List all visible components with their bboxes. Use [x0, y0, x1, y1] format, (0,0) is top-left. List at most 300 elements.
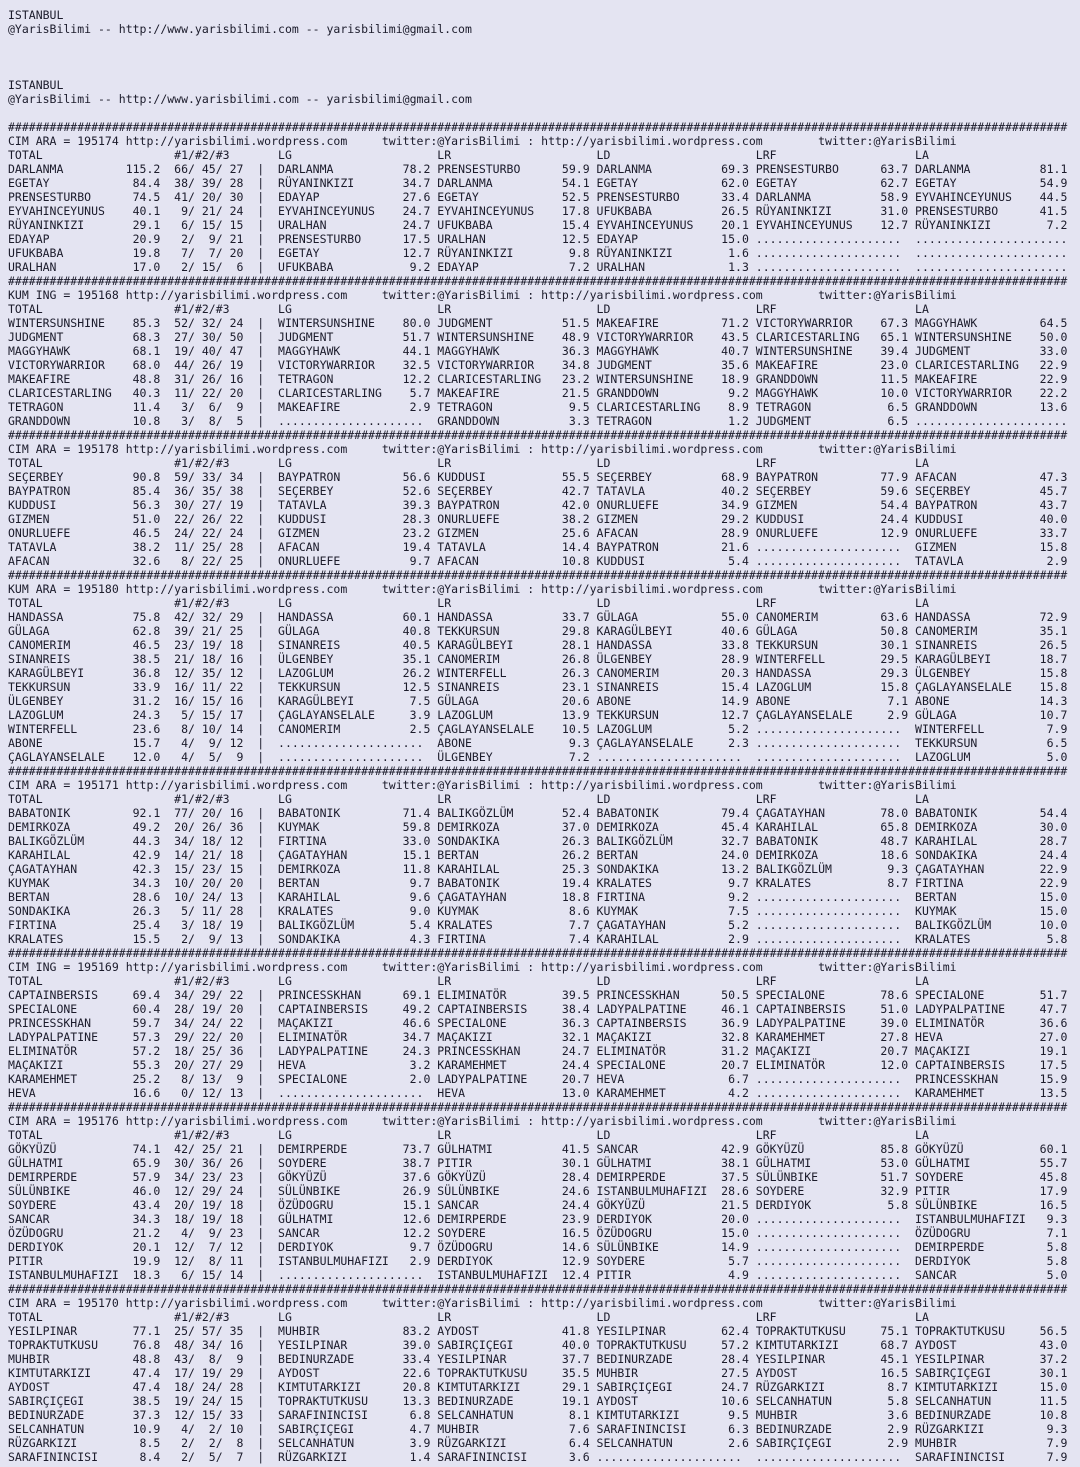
horse-name: HANDASSA [915, 610, 1033, 624]
wordpress-link: http://yarisbilimi.wordpress.com [541, 288, 763, 302]
stat-value: 26.3 [555, 666, 597, 680]
column-divider: | [243, 232, 279, 246]
stat-value: 36.3 [555, 344, 597, 358]
horse-name: ÖZÜDOGRU [915, 1226, 1033, 1240]
stat-value: 2.9 [395, 1254, 438, 1268]
column-header: LD [596, 148, 756, 162]
stat-value: 28.4 [714, 1352, 756, 1366]
horse-name: DARLANMA [437, 176, 555, 190]
race-label: CIM ARA = 195171 [8, 778, 126, 792]
stat-value: 39.5 [555, 988, 597, 1002]
horse-name: BEDINURZADE [8, 1408, 119, 1422]
horse-name: VICTORYWARRIOR [8, 358, 119, 372]
section-separator: ######################################################################################################################################################### [8, 1100, 1068, 1114]
horse-name: CANOMERIM [437, 652, 555, 666]
link-colon: : [520, 1114, 542, 1128]
stat-value: 15.4 [714, 680, 756, 694]
stat-value: 16.5 [1032, 1198, 1068, 1212]
twitter-handle: twitter:@YarisBilimi [762, 960, 957, 974]
stat-value: 3.6 [555, 1450, 597, 1464]
total-value: 38.2 [118, 540, 161, 554]
place-counts: 23/ 19/ 18 [160, 638, 244, 652]
total-value: 25.2 [118, 1072, 161, 1086]
column-header: LA [915, 1310, 929, 1324]
total-value: 46.5 [118, 638, 161, 652]
horse-name: URALHAN [596, 260, 715, 274]
stat-value: 12.7 [714, 708, 756, 722]
horse-name: ELIMINATÖR [278, 1030, 396, 1044]
horse-name: SARAFININCISI [915, 1450, 1033, 1464]
stat-value: 69.1 [395, 988, 438, 1002]
stats-row [8, 1394, 1072, 1408]
dotted-placeholder: ..................... [278, 1086, 438, 1100]
column-header: LA [915, 456, 929, 470]
stats-row [8, 1436, 1072, 1450]
section-title [8, 960, 1072, 974]
stat-value: 24.4 [555, 1058, 597, 1072]
horse-name: ÜLGENBEY [915, 666, 1033, 680]
stat-value: 29.8 [555, 624, 597, 638]
column-divider: | [243, 204, 279, 218]
horse-name: MAGGYHAWK [8, 344, 119, 358]
total-value: 34.3 [118, 876, 161, 890]
stats-row [8, 498, 1072, 512]
horse-name: SARAFININCISI [596, 1422, 715, 1436]
place-counts: 3/ 6/ 9 [160, 400, 244, 414]
stat-value: 15.8 [873, 680, 916, 694]
total-value: 59.7 [118, 1016, 161, 1030]
stats-row [8, 260, 1072, 274]
wordpress-link: http://yarisbilimi.wordpress.com [125, 1114, 348, 1128]
horse-name: ONURLUEFE [755, 526, 874, 540]
horse-name: KARAHILAL [755, 820, 874, 834]
horse-name: KIMTUTARKIZI [596, 1408, 715, 1422]
column-header: LRF [755, 974, 916, 988]
stats-row [8, 372, 1072, 386]
race-sections [8, 120, 1072, 1464]
horse-name: PRINCESSKHAN [8, 1016, 119, 1030]
horse-name: TATAVLA [8, 540, 119, 554]
column-header: TOTAL [8, 792, 175, 806]
dotted-placeholder: ..................... [755, 246, 916, 260]
stats-row [8, 554, 1072, 568]
horse-name: KUYMAK [278, 820, 396, 834]
stat-value: 54.1 [555, 176, 597, 190]
column-divider: | [243, 1394, 279, 1408]
stat-value: 38.7 [395, 1156, 438, 1170]
stat-value: 23.2 [395, 526, 438, 540]
horse-name: EDAYAP [596, 232, 715, 246]
column-header: LA [915, 792, 929, 806]
horse-name: ÇAGLAYANSELALE [755, 708, 874, 722]
horse-name: PITIR [8, 1254, 119, 1268]
horse-name: ABONE [437, 736, 555, 750]
stat-value: 30.1 [555, 1156, 597, 1170]
stat-value: 30.1 [873, 638, 916, 652]
horse-name: BABATONIK [596, 806, 715, 820]
place-counts: 5/ 15/ 17 [160, 708, 244, 722]
horse-name: BEDINURZADE [915, 1408, 1033, 1422]
horse-name: LAZOGLUM [755, 680, 874, 694]
link-colon: : [520, 778, 542, 792]
total-value: 25.4 [118, 918, 161, 932]
wordpress-link: http://yarisbilimi.wordpress.com [125, 582, 348, 596]
horse-name: RÜYANINKIZI [915, 218, 1033, 232]
horse-name: LADYPALPATINE [437, 1072, 555, 1086]
stat-value: 14.9 [714, 694, 756, 708]
stat-value: 11.8 [395, 862, 438, 876]
horse-name: ÇAGATAYHAN [8, 862, 119, 876]
horse-name: KARAMEHMET [596, 1086, 715, 1100]
stats-row [8, 316, 1072, 330]
stat-value: 43.0 [1032, 1338, 1068, 1352]
dotted-placeholder: ..................... [755, 750, 916, 764]
horse-name: SPECIALONE [755, 988, 874, 1002]
stat-value: 36.9 [714, 1016, 756, 1030]
twitter-handle: twitter:@YarisBilimi [762, 1114, 957, 1128]
dotted-placeholder: ...................... [915, 414, 1068, 428]
stats-row [8, 176, 1072, 190]
horse-name: BERTAN [8, 890, 119, 904]
stats-row [8, 806, 1072, 820]
column-headers [8, 148, 1072, 162]
horse-name: MAÇAKIZI [278, 1016, 396, 1030]
horse-name: MAGGYHAWK [596, 344, 715, 358]
stat-value: 24.3 [395, 1044, 438, 1058]
total-value: 68.3 [118, 330, 161, 344]
column-divider: | [243, 512, 279, 526]
horse-name: GÖKYÜZÜ [8, 1142, 119, 1156]
horse-name: FIRTINA [278, 834, 396, 848]
place-counts: 52/ 32/ 24 [160, 316, 244, 330]
horse-name: KRALATES [437, 918, 555, 932]
total-value: 68.1 [118, 344, 161, 358]
total-value: 19.9 [118, 1254, 161, 1268]
dotted-placeholder: ..................... [278, 736, 438, 750]
column-divider: | [243, 708, 279, 722]
stat-value: 11.5 [1032, 1394, 1068, 1408]
horse-name: ÇAGLAYANSELALE [437, 722, 555, 736]
horse-name: YESILPINAR [278, 1338, 396, 1352]
horse-name: MAKEAFIRE [437, 386, 555, 400]
horse-name: KUYMAK [915, 904, 1033, 918]
total-value: 76.8 [118, 1338, 161, 1352]
place-counts: 48/ 34/ 16 [160, 1338, 244, 1352]
horse-name: KARAHILAL [915, 834, 1033, 848]
column-header: LRF [755, 456, 916, 470]
horse-name: BEDINURZADE [755, 1422, 874, 1436]
horse-name: KARAGÜLBEYI [596, 624, 715, 638]
horse-name: SARAFININCISI [8, 1450, 119, 1464]
stat-value: 19.4 [395, 540, 438, 554]
place-counts: 20/ 26/ 36 [160, 820, 244, 834]
stat-value: 1.6 [714, 246, 756, 260]
horse-name: KIMTUTARKIZI [437, 1380, 555, 1394]
horse-name: ONURLUEFE [596, 498, 715, 512]
stat-value: 62.7 [873, 176, 916, 190]
horse-name: GÜLAGA [915, 708, 1033, 722]
stat-value: 2.0 [395, 1072, 438, 1086]
horse-name: MUHBIR [8, 1352, 119, 1366]
stat-value: 36.6 [1032, 1016, 1068, 1030]
horse-name: DERDIYOK [755, 1198, 874, 1212]
column-header: #1/#2/#3 [174, 792, 279, 806]
stat-value: 9.7 [395, 554, 438, 568]
horse-name: AYDOST [596, 1394, 715, 1408]
horse-name: SPECIALONE [8, 1002, 119, 1016]
horse-name: EYVAHINCEYUNUS [915, 190, 1033, 204]
column-header: LD [596, 974, 756, 988]
column-divider: | [243, 470, 279, 484]
horse-name: SELCANHATUN [437, 1408, 555, 1422]
twitter-handle: twitter:@YarisBilimi [762, 442, 957, 456]
stat-value: 3.6 [873, 1408, 916, 1422]
column-header: #1/#2/#3 [174, 456, 279, 470]
stat-value: 17.5 [395, 232, 438, 246]
stat-value: 15.8 [1032, 540, 1068, 554]
total-value: 55.3 [118, 1058, 161, 1072]
dotted-placeholder: ..................... [755, 932, 916, 946]
stats-row [8, 722, 1072, 736]
stat-value: 8.6 [555, 904, 597, 918]
place-counts: 38/ 39/ 28 [160, 176, 244, 190]
horse-name: DARLANMA [278, 162, 396, 176]
race-label: CIM ING = 195169 [8, 960, 126, 974]
horse-name: TETRAGON [755, 400, 874, 414]
horse-name: WINTERFELL [755, 652, 874, 666]
horse-name: SABIRÇIÇEGI [755, 1436, 874, 1450]
horse-name: GRANDDOWN [437, 414, 555, 428]
stats-row [8, 1366, 1072, 1380]
total-value: 8.5 [118, 1436, 161, 1450]
stat-value: 39.0 [873, 1016, 916, 1030]
race-label: CIM ARA = 195170 [8, 1296, 126, 1310]
horse-name: DARLANMA [755, 190, 874, 204]
horse-name: UFUKBABA [278, 260, 396, 274]
stat-value: 34.7 [395, 1030, 438, 1044]
stat-value: 51.7 [1032, 988, 1068, 1002]
place-counts: 4/ 9/ 23 [160, 1226, 244, 1240]
horse-name: GÜLHATMI [915, 1156, 1033, 1170]
column-divider: | [243, 694, 279, 708]
horse-name: LADYPALPATINE [915, 1002, 1033, 1016]
horse-name: BAYPATRON [437, 498, 555, 512]
horse-name: RÜYANINKIZI [596, 246, 715, 260]
horse-name: SANCAR [278, 1226, 396, 1240]
horse-name: TETRAGON [437, 400, 555, 414]
stat-value: 22.9 [1032, 862, 1068, 876]
horse-name: PRENSESTURBO [755, 162, 874, 176]
place-counts: 11/ 22/ 20 [160, 386, 244, 400]
stat-value: 20.0 [714, 1212, 756, 1226]
horse-name: SPECIALONE [437, 1016, 555, 1030]
stat-value: 1.4 [395, 1450, 438, 1464]
stat-value: 83.2 [395, 1324, 438, 1338]
place-counts: 7/ 7/ 20 [160, 246, 244, 260]
link-colon: : [520, 582, 542, 596]
stat-value: 15.9 [1032, 1072, 1068, 1086]
column-divider: | [243, 330, 279, 344]
total-value: 28.6 [118, 890, 161, 904]
stat-value: 75.1 [873, 1324, 916, 1338]
stat-value: 2.9 [873, 708, 916, 722]
horse-name: WINTERSUNSHINE [437, 330, 555, 344]
wordpress-link: http://yarisbilimi.wordpress.com [541, 960, 763, 974]
horse-name: BAYPATRON [278, 470, 396, 484]
place-counts: 11/ 25/ 28 [160, 540, 244, 554]
section-separator: ######################################################################################################################################################### [8, 274, 1068, 288]
stat-value: 55.0 [714, 610, 756, 624]
horse-name: JUDGMENT [915, 344, 1033, 358]
section-separator: ######################################################################################################################################################### [8, 428, 1068, 442]
column-divider: | [243, 1212, 279, 1226]
stat-value: 28.6 [714, 1184, 756, 1198]
place-counts: 42/ 25/ 21 [160, 1142, 244, 1156]
twitter-handle: twitter:@YarisBilimi [762, 582, 957, 596]
horse-name: JUDGMENT [8, 330, 119, 344]
place-counts: 24/ 22/ 24 [160, 526, 244, 540]
horse-name: TATAVLA [437, 540, 555, 554]
stat-value: 4.7 [395, 1422, 438, 1436]
report-location: ISTANBUL [8, 8, 64, 22]
place-counts: 12/ 7/ 12 [160, 1240, 244, 1254]
stat-value: 7.9 [1032, 1450, 1068, 1464]
column-divider: | [243, 1422, 279, 1436]
place-counts: 20/ 19/ 18 [160, 1198, 244, 1212]
stats-row [8, 1212, 1072, 1226]
horse-name: DERDIYOK [596, 1212, 715, 1226]
stat-value: 54.9 [1032, 176, 1068, 190]
column-divider: | [243, 484, 279, 498]
stat-value: 28.7 [1032, 834, 1068, 848]
horse-name: BERTAN [437, 848, 555, 862]
stats-row [8, 932, 1072, 946]
horse-name: HEVA [278, 1058, 396, 1072]
horse-name: KIMTUTARKIZI [278, 1380, 396, 1394]
stat-value: 33.4 [714, 190, 756, 204]
horse-name: EDAYAP [437, 260, 555, 274]
race-section-195174 [8, 120, 1072, 274]
stat-value: 40.2 [714, 484, 756, 498]
column-divider: | [243, 1170, 279, 1184]
horse-name: KRALATES [915, 932, 1033, 946]
horse-name: MAKEAFIRE [8, 372, 119, 386]
horse-name: AYDOST [278, 1366, 396, 1380]
column-divider: | [243, 246, 279, 260]
stat-value: 13.5 [1032, 1086, 1068, 1100]
horse-name: DEMIRKOZA [437, 820, 555, 834]
column-divider: | [243, 1002, 279, 1016]
stats-row [8, 512, 1072, 526]
stat-value: 45.7 [1032, 484, 1068, 498]
stat-value: 35.1 [395, 652, 438, 666]
horse-name: TEKKURSUN [915, 736, 1033, 750]
stat-value: 34.9 [714, 498, 756, 512]
column-header: LG [278, 1128, 438, 1142]
column-divider: | [243, 1254, 279, 1268]
horse-name: KUYMAK [8, 876, 119, 890]
stat-value: 8.7 [873, 1380, 916, 1394]
stat-value: 6.4 [555, 1436, 597, 1450]
horse-name: UFUKBABA [437, 218, 555, 232]
stat-value: 45.4 [714, 820, 756, 834]
horse-name: SÜLÜNBIKE [915, 1198, 1033, 1212]
place-counts: 30/ 36/ 26 [160, 1156, 244, 1170]
column-divider: | [243, 190, 279, 204]
stat-value: 1.2 [714, 414, 756, 428]
column-divider: | [243, 1226, 279, 1240]
total-value: 77.1 [118, 1324, 161, 1338]
horse-name: ELIMINATÖR [437, 988, 555, 1002]
column-header: LR [437, 1310, 597, 1324]
stat-value: 12.5 [555, 232, 597, 246]
total-value: 19.8 [118, 246, 161, 260]
horse-name: DEMIRPERDE [8, 1170, 119, 1184]
column-divider: | [243, 540, 279, 554]
horse-name: GÜLAGA [278, 624, 396, 638]
place-counts: 41/ 20/ 30 [160, 190, 244, 204]
column-divider: | [243, 988, 279, 1002]
stat-value: 41.5 [1032, 204, 1068, 218]
stats-row [8, 1240, 1072, 1254]
section-title [8, 778, 1072, 792]
horse-name: EGETAY [755, 176, 874, 190]
horse-name: KIMTUTARKIZI [915, 1380, 1033, 1394]
horse-name: LAZOGLUM [915, 750, 1033, 764]
horse-name: PITIR [915, 1184, 1033, 1198]
horse-name: ISTANBULMUHAFIZI [596, 1184, 715, 1198]
column-header: LG [278, 148, 438, 162]
horse-name: SELCANHATUN [8, 1422, 119, 1436]
stat-value: 39.4 [873, 344, 916, 358]
horse-name: WINTERFELL [915, 722, 1033, 736]
stat-value: 40.0 [555, 1338, 597, 1352]
horse-name: PRENSESTURBO [278, 232, 396, 246]
stats-row [8, 610, 1072, 624]
total-value: 10.8 [118, 414, 161, 428]
horse-name: SINANREIS [915, 638, 1033, 652]
horse-name: MUHBIR [596, 1366, 715, 1380]
place-counts: 6/ 15/ 14 [160, 1268, 244, 1282]
column-header: LRF [755, 596, 916, 610]
horse-name: ÖZÜDOGRU [596, 1226, 715, 1240]
stat-value: 21.6 [714, 540, 756, 554]
column-headers [8, 1310, 1072, 1324]
horse-name: BERTAN [278, 876, 396, 890]
stat-value: 15.8 [1032, 666, 1068, 680]
horse-name: EGETAY [278, 246, 396, 260]
stat-value: 2.9 [714, 932, 756, 946]
horse-name: KIMTUTARKIZI [8, 1366, 119, 1380]
horse-name: EGETAY [437, 190, 555, 204]
place-counts: 0/ 12/ 13 [160, 1086, 244, 1100]
horse-name: EGETAY [915, 176, 1033, 190]
stat-value: 58.9 [873, 190, 916, 204]
stat-value: 20.7 [714, 1058, 756, 1072]
stat-value: 5.7 [714, 1254, 756, 1268]
stat-value: 6.7 [714, 1072, 756, 1086]
place-counts: 10/ 24/ 13 [160, 890, 244, 904]
horse-name: ÇAGATAYHAN [596, 918, 715, 932]
dotted-placeholder: ...................... [915, 260, 1068, 274]
horse-name: GÜLHATMI [8, 1156, 119, 1170]
column-header: #1/#2/#3 [174, 1310, 279, 1324]
stat-value: 3.9 [395, 1436, 438, 1450]
total-value: 11.4 [118, 400, 161, 414]
stat-value: 68.7 [873, 1338, 916, 1352]
dotted-placeholder: ..................... [755, 918, 916, 932]
stat-value: 13.9 [555, 708, 597, 722]
